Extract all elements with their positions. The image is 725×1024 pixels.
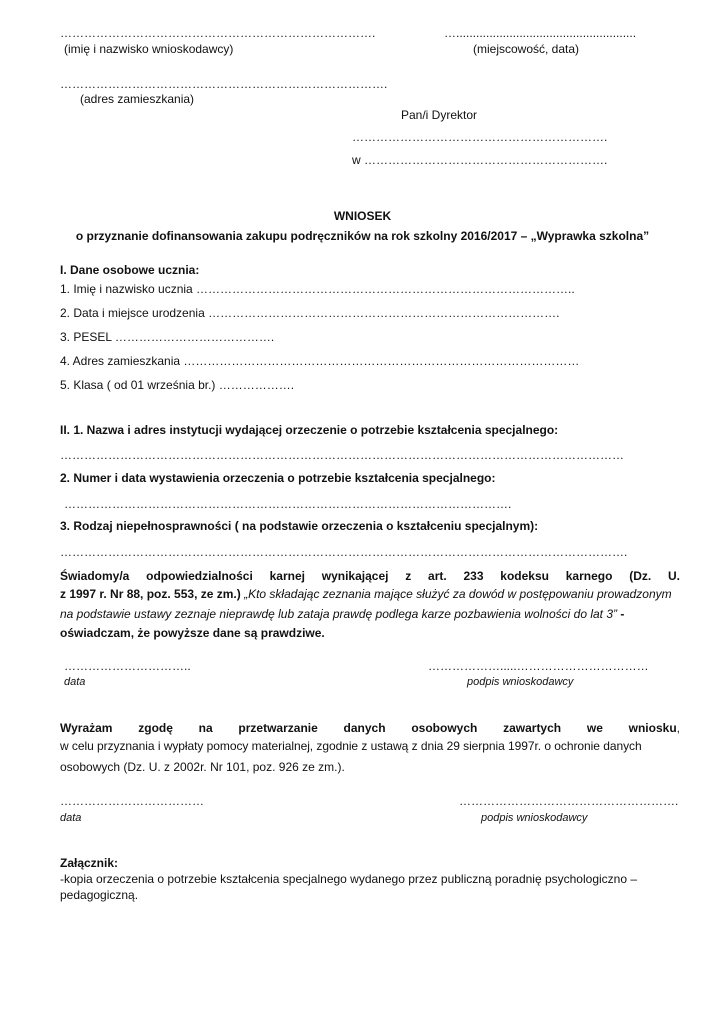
field-student-name: 1. Imię i nazwisko ucznia ………………………………………………………………………………….. bbox=[60, 282, 575, 296]
place-date-label: (miejscowość, data) bbox=[473, 42, 580, 56]
field-birth-date-place: 2. Data i miejsce urodzenia ……………………………………………………………………………. bbox=[60, 306, 560, 320]
section-1-heading: I. Dane osobowe ucznia: bbox=[60, 263, 200, 277]
signature-1-sign-label: podpis wnioskodawcy bbox=[467, 676, 574, 688]
recipient-salutation: Pan/i Dyrektor bbox=[401, 108, 478, 122]
field-class: 5. Klasa ( od 01 września br.) ………………. bbox=[60, 378, 295, 392]
place-date-dots: …...................................................... bbox=[444, 26, 637, 40]
signature-1-sign-dots: ……………….....…………………………… bbox=[428, 659, 649, 673]
declaration-line-3: na podstawie ustawy zeznaje nieprawdę lub zataja prawdę podlega karze pozbawienia wolności do lat 3” - bbox=[60, 607, 625, 621]
signature-2-date-dots: ……………………………… bbox=[60, 794, 204, 808]
section-2-answer-3-dots: ……………………………………………………………………………………………………………………………. bbox=[60, 545, 628, 559]
section-2-answer-1-dots: …………………………………………………………………………………………………………………………… bbox=[60, 448, 624, 462]
declaration-line-4: oświadczam, że powyższe dane są prawdziwe. bbox=[60, 626, 325, 640]
recipient-line-2: w ……………………………………………………. bbox=[352, 153, 608, 167]
declaration-line-2: z 1997 r. Nr 88, poz. 553, ze zm.) „Kto składając zeznania mające służyć za dowód w postępowaniu prowadzonym bbox=[60, 587, 672, 601]
attachment-line-2: pedagogiczną. bbox=[60, 888, 139, 902]
field-pesel: 3. PESEL …………………………………. bbox=[60, 330, 275, 344]
document-subtitle: o przyznanie dofinansowania zakupu podręczników na rok szkolny 2016/2017 – „Wyprawka szkolna” bbox=[75, 229, 650, 243]
address-label: (adres zamieszkania) bbox=[80, 92, 195, 106]
consent-line-1: Wyrażam zgodę na przetwarzanie danych osobowych zawartych we wniosku, bbox=[60, 721, 680, 735]
address-dots: ………………………………………………………………………. bbox=[60, 77, 388, 91]
applicant-name-dots: ……………………………………………………………………. bbox=[60, 26, 376, 40]
field-address: 4. Adres zamieszkania ……………………………………………………………………………………… bbox=[60, 354, 580, 368]
consent-line-3: osobowych (Dz. U. z 2002r. Nr 101, poz. 926 ze zm.). bbox=[60, 760, 345, 774]
document-title: WNIOSEK bbox=[333, 209, 392, 223]
section-2-question-2: 2. Numer i data wystawienia orzeczenia o potrzebie kształcenia specjalnego: bbox=[60, 471, 496, 485]
consent-line-2: w celu przyznania i wypłaty pomocy materialnej, zgodnie z ustawą z dnia 29 sierpnia 1997r. o ochronie danych bbox=[60, 739, 642, 753]
section-2-question-3: 3. Rodzaj niepełnosprawności ( na podstawie orzeczenia o kształceniu specjalnym): bbox=[60, 519, 539, 533]
section-2-answer-2-dots: …………………………………………………………………………………………………. bbox=[64, 497, 512, 511]
recipient-line-1: ………………………………………………………. bbox=[352, 130, 608, 144]
signature-2-sign-label: podpis wnioskodawcy bbox=[481, 812, 588, 824]
applicant-name-label: (imię i nazwisko wnioskodawcy) bbox=[64, 42, 234, 56]
section-2-question-1: II. 1. Nazwa i adres instytucji wydającej orzeczenie o potrzebie kształcenia specjalnego: bbox=[60, 423, 559, 437]
signature-2-date-label: data bbox=[60, 812, 82, 824]
attachment-line-1: -kopia orzeczenia o potrzebie kształcenia specjalnego wydanego przez publiczną poradnię psychologiczno – bbox=[60, 872, 638, 886]
declaration-line-1: Świadomy/a odpowiedzialności karnej wynikającej z art. 233 kodeksu karnego (Dz. U. bbox=[60, 569, 680, 583]
signature-1-date-label: data bbox=[64, 676, 86, 688]
signature-1-date-dots: ………………………….. bbox=[64, 659, 191, 673]
signature-2-sign-dots: ………………………………………………. bbox=[459, 794, 679, 808]
attachment-heading: Załącznik: bbox=[60, 856, 119, 870]
